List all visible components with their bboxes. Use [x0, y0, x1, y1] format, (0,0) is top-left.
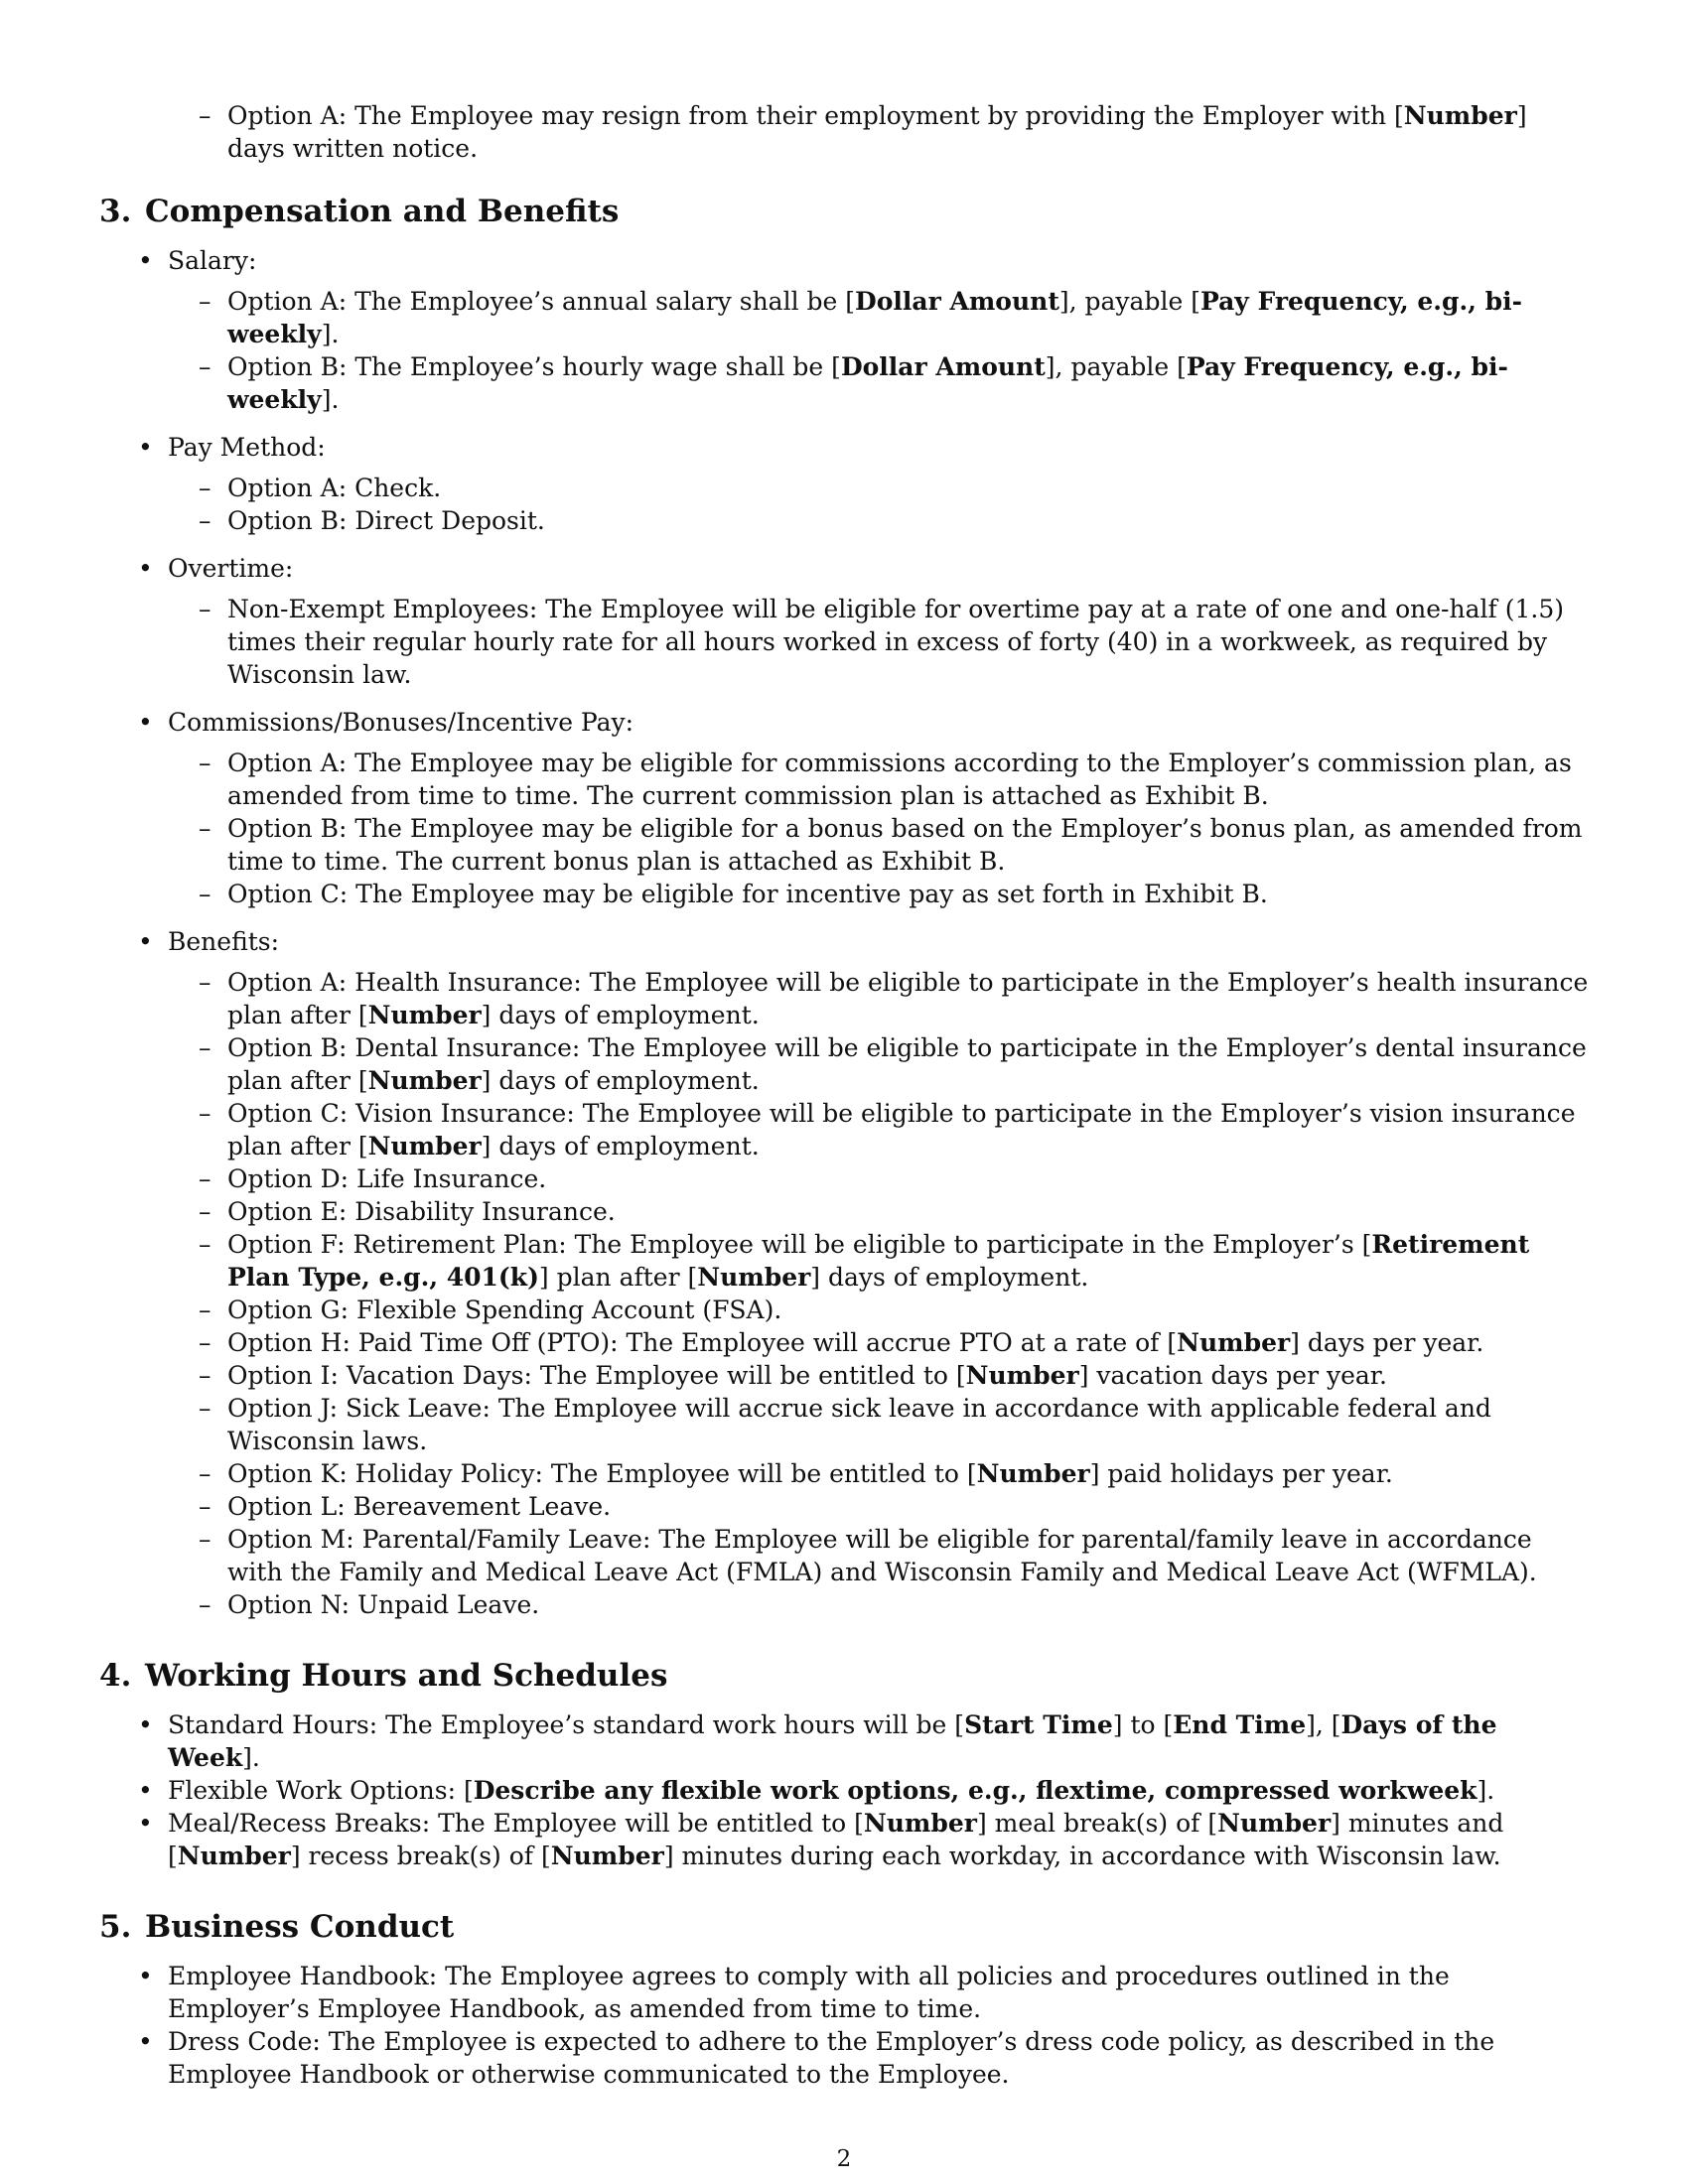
- text-run: ] days of employment.: [481, 1001, 760, 1029]
- bullet-item: [99, 925, 1589, 958]
- sub-item: [99, 285, 1589, 350]
- text-run: ] vacation days per year.: [1078, 1361, 1387, 1390]
- dash-marker: –: [199, 1590, 211, 1619]
- text-run: ] meal break(s) of [: [976, 1809, 1218, 1838]
- text-run: ], payable [: [1058, 287, 1200, 316]
- dash-marker: –: [199, 749, 211, 777]
- sub-item: [99, 1392, 1589, 1457]
- text-run: Overtime:: [168, 554, 294, 583]
- text-run: ] days of employment.: [481, 1066, 760, 1095]
- placeholder-field: Retirement Plan Type, e.g., 401(k): [227, 1230, 1530, 1292]
- sub-item: [99, 472, 1589, 504]
- placeholder-field: Number: [697, 1263, 811, 1292]
- dash-marker: –: [199, 1492, 211, 1521]
- intro-continuation: [99, 99, 1589, 165]
- text-run: Option B: Direct Deposit.: [227, 506, 545, 535]
- placeholder-field: Number: [1403, 101, 1517, 130]
- text-run: ] minutes during each workday, in accordance with Wisconsin law.: [663, 1842, 1501, 1870]
- sub-item: [99, 593, 1589, 691]
- text-run: ] recess break(s) of [: [290, 1842, 551, 1870]
- placeholder-field: Pay Frequency, e.g., bi-weekly: [227, 352, 1508, 414]
- bullet-marker: •: [138, 2027, 153, 2056]
- page-number: 2: [836, 2146, 852, 2172]
- section-heading: [99, 1657, 1589, 1695]
- document-sections: [99, 193, 1589, 2099]
- text-run: Option E: Disability Insurance.: [227, 1197, 616, 1226]
- text-run: Option G: Flexible Spending Account (FSA).: [227, 1296, 782, 1324]
- dash-marker: –: [199, 101, 211, 130]
- section-number: 3.: [99, 194, 132, 229]
- bullet-item: [99, 1807, 1589, 1872]
- text-run: Option A: The Employee may resign from their employment by providing the Employer with [: [227, 101, 1404, 130]
- text-run: ] paid holidays per year.: [1089, 1459, 1393, 1488]
- text-run: Option A: Health Insurance: The Employee will be eligible to participate in the Employer’s health insurance plan after [: [227, 968, 1589, 1029]
- text-run: ] to [: [1112, 1710, 1174, 1739]
- bullet-item: [99, 2025, 1589, 2091]
- dash-marker: –: [199, 287, 211, 316]
- sub-item: [99, 1490, 1589, 1523]
- dash-marker: –: [199, 1197, 211, 1226]
- dash-marker: –: [199, 1394, 211, 1423]
- placeholder-field: Number: [550, 1842, 664, 1870]
- dash-marker: –: [199, 1033, 211, 1062]
- dash-marker: –: [199, 880, 211, 908]
- text-run: Option D: Life Insurance.: [227, 1164, 547, 1193]
- text-run: ].: [242, 1743, 260, 1772]
- bullet-marker: •: [138, 1710, 153, 1739]
- bullet-marker: •: [138, 708, 153, 737]
- text-run: Option M: Parental/Family Leave: The Employee will be eligible for parental/family leave in accordance with the Family and Medical Leave Act (FMLA) and Wisconsin Family and Medical Leave Act (WFMLA).: [227, 1525, 1537, 1586]
- bullet-item: [99, 244, 1589, 277]
- text-run: Flexible Work Options: [: [168, 1776, 474, 1805]
- section-heading: [99, 1908, 1589, 1946]
- placeholder-field: Number: [976, 1459, 1090, 1488]
- dash-marker: –: [199, 595, 211, 623]
- text-run: Option F: Retirement Plan: The Employee will be eligible to participate in the Employer’s [: [227, 1230, 1372, 1259]
- sub-item: [99, 1031, 1589, 1097]
- text-run: Benefits:: [168, 927, 280, 956]
- section-title: Compensation and Benefits: [145, 194, 620, 229]
- placeholder-field: Number: [1217, 1809, 1332, 1838]
- dash-marker: –: [199, 1459, 211, 1488]
- placeholder-field: Describe any flexible work options, e.g., flextime, compressed workweek: [473, 1776, 1477, 1805]
- text-run: ], payable [: [1045, 352, 1187, 381]
- text-run: Option B: The Employee may be eligible for a bonus based on the Employer’s bonus plan, as amended from time to time. The current bonus plan is attached as Exhibit B.: [227, 814, 1583, 876]
- sub-item: [99, 1097, 1589, 1162]
- text-run: ].: [321, 385, 340, 414]
- bullet-item: [99, 1774, 1589, 1807]
- section-number: 4.: [99, 1658, 132, 1694]
- placeholder-field: Number: [863, 1809, 977, 1838]
- sub-item: [99, 1523, 1589, 1588]
- text-run: Option I: Vacation Days: The Employee will be entitled to [: [227, 1361, 966, 1390]
- bullet-item: [99, 1960, 1589, 2025]
- section-title: Business Conduct: [145, 1909, 455, 1945]
- sub-item: [99, 1588, 1589, 1621]
- sub-item: [99, 504, 1589, 537]
- document-page: [99, 99, 1589, 2099]
- text-run: Option L: Bereavement Leave.: [227, 1492, 612, 1521]
- text-run: ] plan after [: [538, 1263, 698, 1292]
- text-run: ] days per year.: [1290, 1328, 1484, 1357]
- section-title: Working Hours and Schedules: [145, 1658, 668, 1694]
- sub-item: [99, 747, 1589, 812]
- bullet-marker: •: [138, 246, 153, 275]
- text-run: Commissions/Bonuses/Incentive Pay:: [168, 708, 634, 737]
- sub-item: [99, 1359, 1589, 1392]
- sub-item: [99, 99, 1589, 165]
- text-run: ].: [1477, 1776, 1495, 1805]
- placeholder-field: Dollar Amount: [855, 287, 1059, 316]
- text-run: ] days written notice.: [227, 101, 1527, 163]
- text-run: Option J: Sick Leave: The Employee will accrue sick leave in accordance with applicable federal and Wisconsin laws.: [227, 1394, 1491, 1455]
- text-run: Option B: Dental Insurance: The Employee will be eligible to participate in the Employer’s dental insurance plan after [: [227, 1033, 1587, 1095]
- dash-marker: –: [199, 1361, 211, 1390]
- text-run: Meal/Recess Breaks: The Employee will be entitled to [: [168, 1809, 864, 1838]
- text-run: ] days of employment.: [481, 1132, 760, 1160]
- text-run: Option N: Unpaid Leave.: [227, 1590, 540, 1619]
- bullet-marker: •: [138, 1809, 153, 1838]
- placeholder-field: Number: [367, 1001, 482, 1029]
- text-run: Standard Hours: The Employee’s standard work hours will be [: [168, 1710, 965, 1739]
- sub-item: [99, 1162, 1589, 1195]
- text-run: Employee Handbook: The Employee agrees to comply with all policies and procedures outlined in the Employer’s Employee Handbook, as amended from time to time.: [168, 1962, 1450, 2023]
- placeholder-field: Start Time: [964, 1710, 1113, 1739]
- dash-marker: –: [199, 474, 211, 502]
- bullet-item: [99, 552, 1589, 585]
- placeholder-field: Number: [965, 1361, 1079, 1390]
- text-run: Option B: The Employee’s hourly wage shall be [: [227, 352, 841, 381]
- dash-marker: –: [199, 1525, 211, 1554]
- dash-marker: –: [199, 1230, 211, 1259]
- dash-marker: –: [199, 814, 211, 843]
- bullet-item: [99, 1708, 1589, 1774]
- text-run: Non-Exempt Employees: The Employee will be eligible for overtime pay at a rate of one and one-half (1.5) times their regular hourly rate for all hours worked in excess of forty (40) in a workweek, as required by Wisconsin law.: [227, 595, 1564, 689]
- placeholder-field: Number: [367, 1132, 482, 1160]
- text-run: Option A: The Employee’s annual salary shall be [: [227, 287, 856, 316]
- section-heading: [99, 193, 1589, 230]
- text-run: Dress Code: The Employee is expected to adhere to the Employer’s dress code policy, as described in the Employee Handbook or otherwise communicated to the Employee.: [168, 2027, 1495, 2089]
- sub-item: [99, 1294, 1589, 1326]
- text-run: ] days of employment.: [810, 1263, 1089, 1292]
- dash-marker: –: [199, 1296, 211, 1324]
- text-run: Salary:: [168, 246, 257, 275]
- text-run: ], [: [1306, 1710, 1341, 1739]
- bullet-item: [99, 706, 1589, 739]
- bullet-marker: •: [138, 1962, 153, 1990]
- sub-item: [99, 878, 1589, 910]
- text-run: Option A: The Employee may be eligible for commissions according to the Employer’s commission plan, as amended from time to time. The current commission plan is attached as Exhibit B.: [227, 749, 1572, 810]
- sub-item: [99, 350, 1589, 416]
- bullet-marker: •: [138, 554, 153, 583]
- bullet-item: [99, 431, 1589, 464]
- placeholder-field: Number: [367, 1066, 482, 1095]
- sub-item: [99, 1228, 1589, 1294]
- dash-marker: –: [199, 968, 211, 997]
- placeholder-field: Dollar Amount: [840, 352, 1046, 381]
- dash-marker: –: [199, 506, 211, 535]
- section-number: 5.: [99, 1909, 132, 1945]
- bullet-marker: •: [138, 927, 153, 956]
- text-run: Pay Method:: [168, 433, 326, 462]
- sub-item: [99, 1326, 1589, 1359]
- dash-marker: –: [199, 352, 211, 381]
- sub-item: [99, 1457, 1589, 1490]
- sub-item: [99, 812, 1589, 878]
- text-run: Option A: Check.: [227, 474, 442, 502]
- bullet-marker: •: [138, 433, 153, 462]
- text-run: ] minutes and [: [168, 1809, 1504, 1870]
- placeholder-field: Pay Frequency, e.g., bi-weekly: [227, 287, 1522, 348]
- text-run: Option C: The Employee may be eligible for incentive pay as set forth in Exhibit B.: [227, 880, 1268, 908]
- text-run: Option C: Vision Insurance: The Employee will be eligible to participate in the Employer’s vision insurance plan after [: [227, 1099, 1576, 1160]
- sub-item: [99, 966, 1589, 1031]
- placeholder-field: End Time: [1173, 1710, 1307, 1739]
- dash-marker: –: [199, 1099, 211, 1128]
- placeholder-field: Number: [1177, 1328, 1291, 1357]
- placeholder-field: Number: [177, 1842, 291, 1870]
- text-run: Option K: Holiday Policy: The Employee will be entitled to [: [227, 1459, 977, 1488]
- sub-item: [99, 1195, 1589, 1228]
- text-run: Option H: Paid Time Off (PTO): The Employee will accrue PTO at a rate of [: [227, 1328, 1178, 1357]
- bullet-marker: •: [138, 1776, 153, 1805]
- dash-marker: –: [199, 1164, 211, 1193]
- text-run: ].: [321, 320, 340, 348]
- placeholder-field: Days of the Week: [168, 1710, 1497, 1772]
- dash-marker: –: [199, 1328, 211, 1357]
